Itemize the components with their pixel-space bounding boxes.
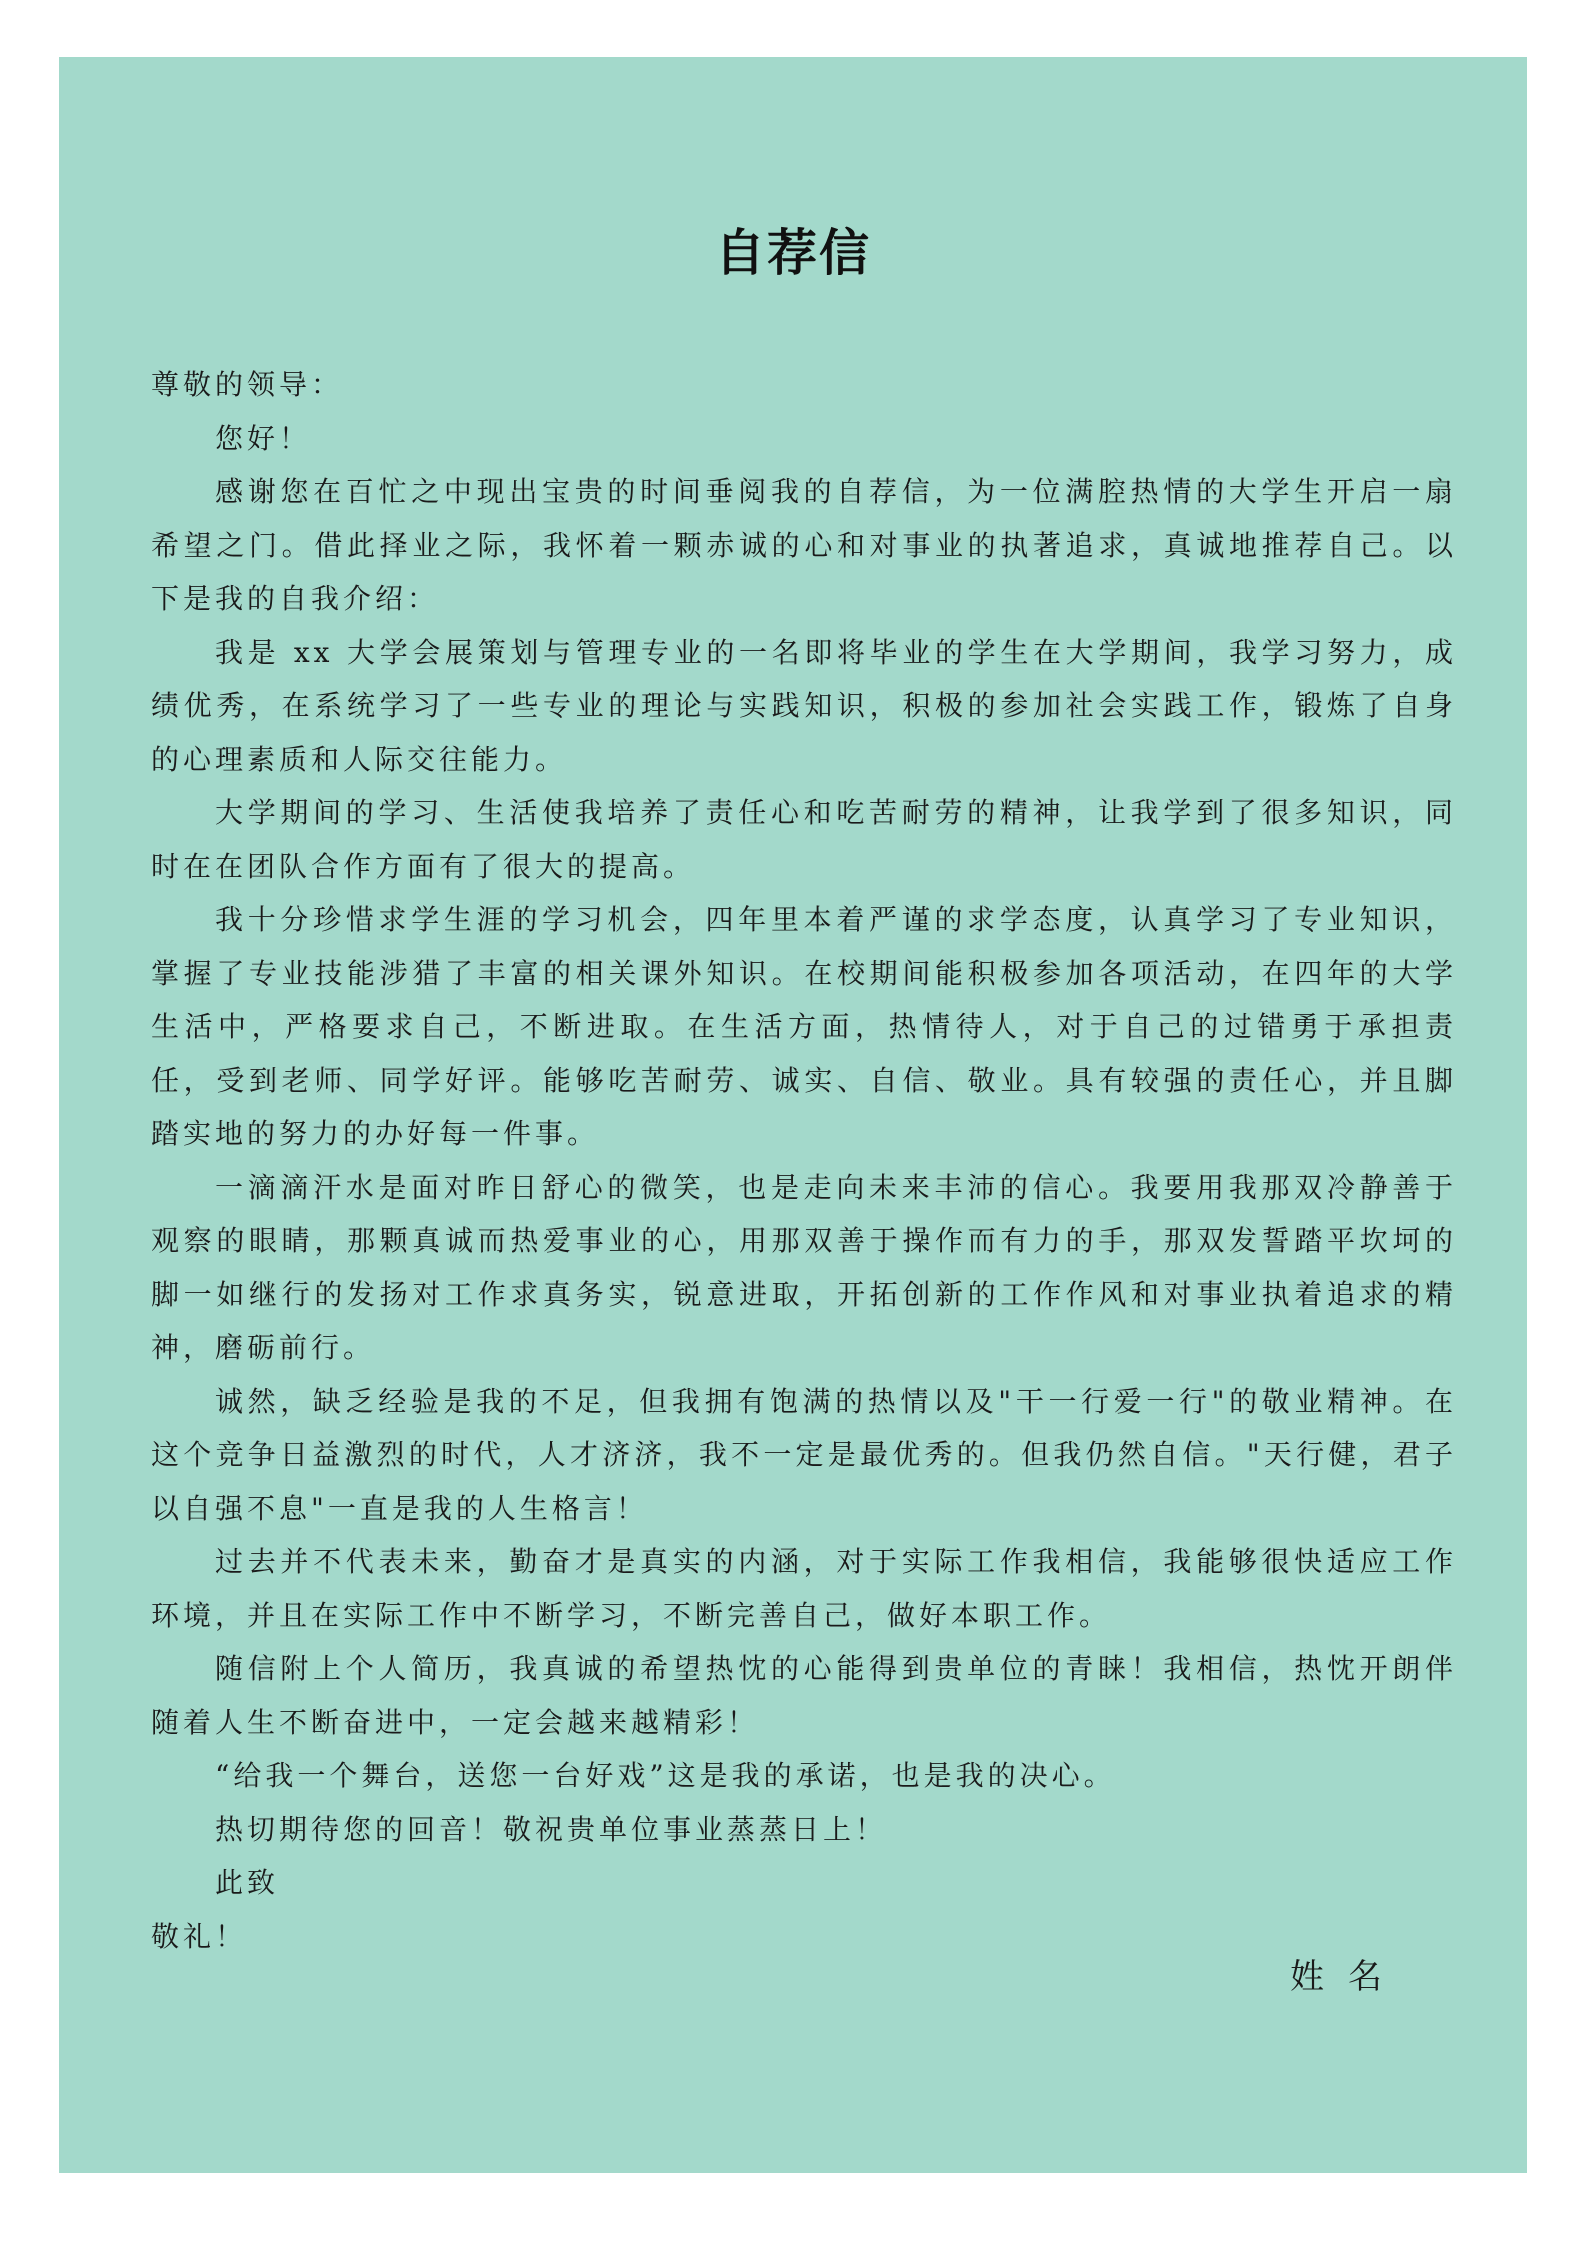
paragraph: 一滴滴汗水是面对昨日舒心的微笑，也是走向未来丰沛的信心。我要用我那双冷静善于观察的眼睛，那颗真诚而热爱事业的心，用那双善于操作而有力的手，那双发誓踏平坎坷的脚一如继行的发扬对工作求真务实，锐意进取，开拓创新的工作作风和对事业执着追求的精神，磨砺前行。 (151, 1170, 1457, 1364)
paragraph: 感谢您在百忙之中现出宝贵的时间垂阅我的自荐信，为一位满腔热情的大学生开启一扇希望之门。借此择业之际，我怀着一颗赤诚的心和对事业的执著追求，真诚地推荐自己。以下是我的自我介绍： (151, 475, 1457, 615)
page-title: 自荐信 (715, 224, 871, 282)
closing-line: 此致 (215, 1866, 280, 1899)
paragraph: 我十分珍惜求学生涯的学习机会，四年里本着严谨的求学态度，认真学习了专业知识，掌握了专业技能涉猎了丰富的相关课外知识。在校期间能积极参加各项活动，在四年的大学生活中，严格要求自己，不断进取。在生活方面，热情待人，对于自己的过错勇于承担责任，受到老师、同学好评。能够吃苦耐劳、诚实、自信、敬业。具有较强的责任心，并且脚踏实地的努力的办好每一件事。 (151, 903, 1457, 1150)
paragraph: 过去并不代表未来，勤奋才是真实的内涵，对于实际工作我相信，我能够很快适应工作环境，并且在实际工作中不断学习，不断完善自己，做好本职工作。 (151, 1545, 1457, 1632)
paragraph: 诚然，缺乏经验是我的不足，但我拥有饱满的热情以及"干一行爱一行"的敬业精神。在这个竞争日益激烈的时代，人才济济，我不一定是最优秀的。但我仍然自信。"天行健，君子以自强不息"一直是我的人生格言！ (151, 1384, 1457, 1525)
paragraph: 热切期待您的回音！敬祝贵单位事业蒸蒸日上！ (215, 1812, 888, 1846)
paragraph: “给我一个舞台，送您一台好戏”这是我的承诺，也是我的决心。 (215, 1759, 1116, 1792)
greeting: 您好！ (215, 421, 312, 455)
closing-salute: 敬礼！ (151, 1919, 248, 1953)
paragraph: 随信附上个人简历，我真诚的希望热忱的心能得到贵单位的青睐！我相信，热忱开朗伴随着人生不断奋进中，一定会越来越精彩！ (151, 1652, 1457, 1739)
paragraph: 我是 xx 大学会展策划与管理专业的一名即将毕业的学生在大学期间，我学习努力，成绩优秀，在系统学习了一些专业的理论与实践知识，积极的参加社会实践工作，锻炼了自身的心理素质和人际交往能力。 (151, 635, 1457, 776)
letter-page (59, 57, 1527, 2173)
salutation: 尊敬的领导： (151, 368, 344, 401)
paragraph: 大学期间的学习、生活使我培养了责任心和吃苦耐劳的精神，让我学到了很多知识，同时在在团队合作方面有了很大的提高。 (151, 796, 1457, 883)
letter-body (151, 358, 1457, 1963)
signature: 姓名 (1290, 1957, 1406, 1997)
